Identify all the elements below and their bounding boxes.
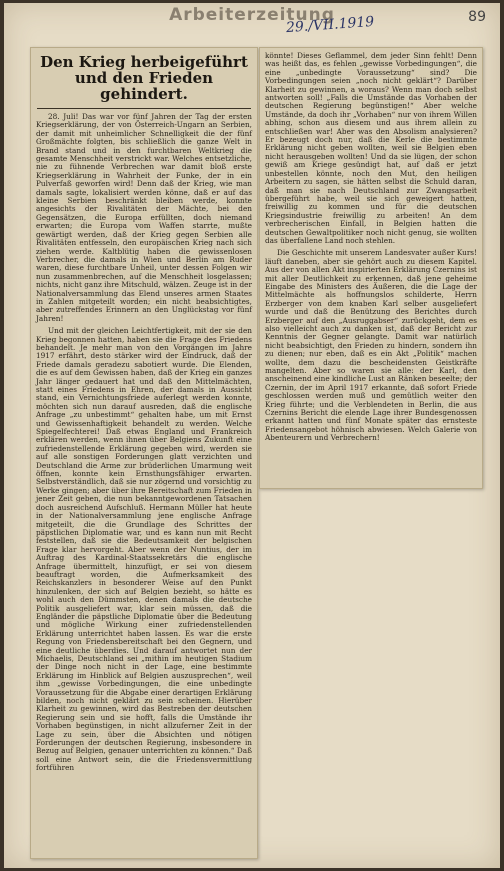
right-paragraph-2: Die Geschichte mit unserem Landesvater außer Kurs! läuft daneben, aber sie gehört auch zu diesem Kapitel. Aus der von allen Akt inspirierten Erklärung Czernins ist mit aller Deutlichkeit zu erkennen, daß jene geheime Eingabe des Ministers des Äußeren, die die Lage der Mittelmächte als hoffnungslos schilderte, Herrn Erzberger von dem knaben Karl selber ausgeliefert wurde und daß die Benützung des Berichtes durch Erzberger auf den „Ausruggabser“ zurückgeht, dem es also vielleicht auch zu danken ist, daß der Bericht zur Kenntnis der Gegner gelangte. Damit war natürlich nicht beabsichtigt, den Frieden zu hindern, sondern ihn zu dienen; nur eben, daß es ein Akt „Politik“ machen wollte, dem dazu die bescheidensten Geistkräfte mangelten. Aber so waren sie alle: der Karl, den anscheinend eine kindliche Lust an Ränken beseelte; der Czernin, der im April 1917 erkannte, daß sofort Friede geschlossen werden muß und gemütlich weiter den Krieg führte; und die Verblendeten in Berlin, die aus Czernins Bericht die elende Lage ihrer Bundesgenossen erkannt hatten und fünf Monate später das ernsteste Friedensangebot höhnisch abwiesen. Welch Galerie von Abenteurern und Verbrechern! [265, 248, 477, 443]
scrapbook-page [4, 3, 500, 868]
clipping-right-column [259, 47, 483, 489]
newspaper-masthead: Arbeiterzeitung [169, 5, 335, 25]
right-paragraph-1: könnte! Dieses Geflammel, dem jeder Sinn fehlt! Denn was heißt das, es fehlen „gewisse Vorbedingungen“, die eine „unbedingte Voraussetzung“ sind? Die Vorbedingungen seien „noch nicht geklärt“? Darüber Klarheit zu gewinnen, a woraus? Wenn man doch selbst antworten soll! „Falls die Umstände das Vorhaben der deutschen Regierung begünstigen!“ Aber welche Umstände, da doch ihr „Vorhaben“ nur von ihrem Willen abhing, schon aus diesem und aus ihrem allein zu entschließen war! Aber was den Absolism analysieren? Er bezeugt doch nur, daß die Kerle die bestimmte Erklärung nicht geben wollten, weil sie Belgien eben nicht herausgeben wollten! Und da sie lügen, der schon gewiß am Kriege gesündigt hat, auf daß er jetzt unbestellen könnte, noch den Mut, den heiligen Arbeitern zu sagen, sie hätten selbst die Schuld daran, daß man sie nach Deutschland zur Zwangsarbeit übergeführt habe, weil sie sich geweigert hatten, freiwillig zu kommen und für die deutschen Kriegsindustrie freiwillig zu arbeiten! An dem verbrecherischen Einfall, in Belgien hatten die deutschen Gewaltpolitiker noch nicht genug, sie wollten das überfallene Land noch stehlen. [265, 51, 477, 245]
article-headline: Den Krieg herbeigeführt und den Frieden gehindert. [40, 53, 248, 103]
left-paragraph-2: Und mit der gleichen Leichtfertigkeit, mit der sie den Krieg begonnen hatten, haben sie die Frage des Friedens behandelt. Je mehr man von den Vorgängen im Jahre 1917 erfährt, desto stärker wird der Eindruck, daß der Friede damals geradezu sabotiert wurde. Die Elenden, die es auf dem Gewissen haben, daß der Krieg ein ganzes Jahr länger gedauert hat und daß den Mittelmächten, statt eines Friedens in Ehren, der damals in Aussicht stand, ein Vernichtungsfriede auferlegt werden konnte, möchten sich nun darauf ausreden, daß die englische Anfrage „zu unbestimmt“ gehalten habe, um mit Ernst und Gewissenhaftigkeit behandelt zu werden. Welche Spiegelfechterei! Daß etwas England und Frankreich erklären werden, wenn ihnen über Belgiens Zukunft eine zufriedenstellende Erklärung gegeben wird, werden sie auf alle sonstigen Forderungen glatt verzichten und Deutschland die Arme zur brüderlichen Umarmung weit öffnen, konnte kein Ernsthungsfähiger erwarten. Selbstverständlich, daß sie nur zögernd und vorsichtig zu Werke gingen; aber über ihre Bereitschaft zum Frieden in jener Zeit geben, die nun bekanntgewordenen Tatsachen doch ausreichend Aufschluß. Hermann Müller hat heute in der Nationalversammlung jene englische Anfrage mitgeteilt, die die Grundlage des Schrittes der päpstlichen Diplomatie war, und es kann nun mit Recht feststellen, daß sie die Bedeutsamkeit der belgischen Frage klar hervorgeht. Aber wenn der Nuntius, der im Auftrag des Kardinal-Staatssekretärs die englische Anfrage übermittelt, hinzufügt, er sei von diesem beauftragt worden, die Aufmerksamkeit des Reichskanzlers in besonderer Weise auf den Punkt hinzulenken, der sich auf Belgien bezieht, so hätte es wohl auch den Dümmsten, denen damals die deutsche Politik ausgeliefert war, klar sein müssen, daß die Engländer die päpstliche Diplomatie über die Bedeutung und mögliche Wirkung einer zufriedenstellenden Erklärung unterrichtet haben lassen. Es war die erste Regung von Friedensbereitschaft bei den Gegnern, und eine deutliche überdies. Und darauf antwortet nun der Michaelis, Deutschland sei „mithin im heutigen Stadium der Dinge noch nicht in der Lage, eine bestimmte Erklärung im Hinblick auf Belgien auszusprechen“, weil ihm „gewisse Vorbedingungen, die eine unbedingte Voraussetzung für die Abgabe einer derartigen Erklärung bilden, noch nicht geklärt zu sein scheinen. Hierüber Klarheit zu gewinnen, wird das Bestreben der deutschen Regierung sein und sie hofft, falls die Umstände ihr Vorhaben begünstigen, in nicht allzuferner Zeit in der Lage zu sein, über die Absichten und nötigen Forderungen der deutschen Regierung, insbesondere in Bezug auf Belgien, genauer unterrichten zu können.“ Daß soll eine Antwort sein, die die Friedensvermittlung fortführen [36, 326, 252, 773]
clipping-left-column [30, 47, 258, 859]
page-number: 89 [468, 9, 486, 25]
handwritten-date: 29./VII.1919 [285, 13, 375, 37]
left-paragraph-1: 28. Juli! Das war vor fünf Jahren der Tag der ersten Kriegserklärung, der von Österreich-Ungarn an Serbien, der damit mit unheimlicher Schnelligkeit die der fünf Großmächte folgten, bis schließlich die ganze Welt in Brand stand und in den furchtbaren Weltkrieg die gesamte Menschheit verstrickt war. Welches entsetzliche, nie zu fühnende Verbrechen war damit bloß erste Kriegserklärung in Wahrheit der Funke, der in ein Pulverfaß geworfen wird! Denn daß der Krieg, wie man damals sagte, lokalisiert werden könne, daß er auf das kleine Serbien beschränkt bleiben werde, konnte angesichts der Rivalitäten der Mächte, bei den Gegensätzen, die Europa erfüllten, doch niemand erwarten; die Europa vom Waffen starrte, mußte gewärtigt werden, daß der Krieg gegen Serbien alle Rivalitäten entfesseln, den europäischen Krieg nach sich ziehen werde. Kaltblütig haben die gewissenlosen Verbrecher, die damals in Wien und Berlin am Ruder waren, diese furchtbare Unheil, unter dessen Folgen wir nun zusammenbrechen, auf die Menschheit losgelassen; nichts, nicht ganz ihre Mitschuld, wälzen. Zeuge ist in der Nationalversammlung das Elend unseres armen Staates in Zahlen mitgeteilt worden; ein nicht beabsichtigtes, aber zutreffendes Erinnern an den Unglückstag vor fünf Jahren! [36, 112, 252, 323]
